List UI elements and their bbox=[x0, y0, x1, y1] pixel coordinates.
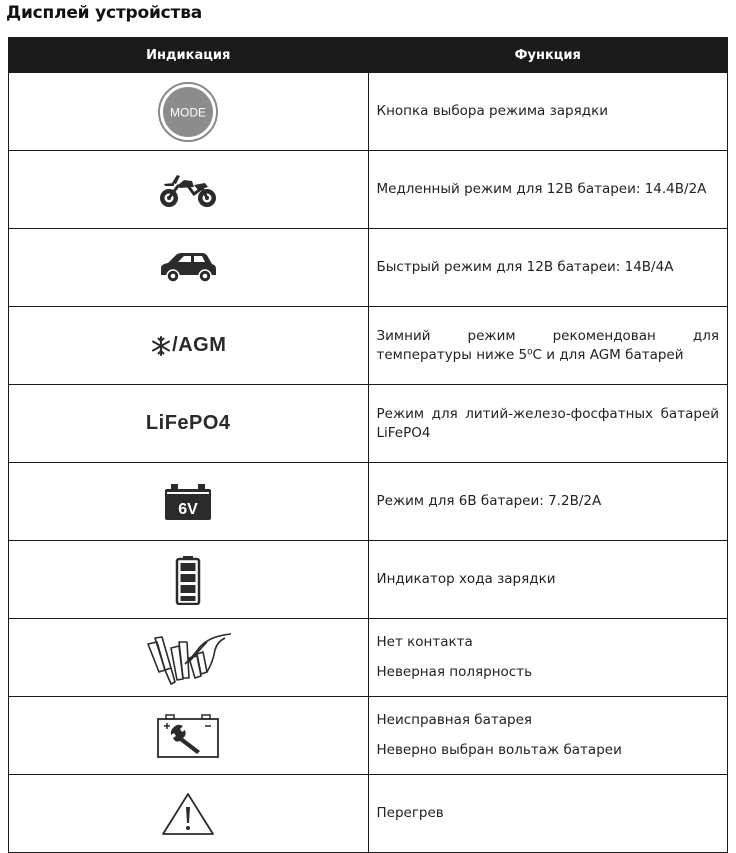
table-row bbox=[9, 307, 728, 385]
indication-cell bbox=[9, 463, 369, 541]
indication-cell bbox=[9, 697, 369, 775]
function-text: Перегрев bbox=[376, 805, 444, 821]
header-function: Функция bbox=[368, 38, 728, 73]
function-cell bbox=[368, 385, 728, 463]
agm-label: /AGM bbox=[172, 333, 227, 356]
charge-progress-icon bbox=[175, 555, 201, 605]
display-table bbox=[8, 37, 728, 853]
header-indication: Индикация bbox=[9, 38, 369, 73]
function-text: Индикатор хода зарядки bbox=[376, 571, 556, 587]
function-text: Неверная полярность bbox=[376, 664, 533, 680]
car-icon bbox=[158, 252, 218, 284]
function-cell bbox=[368, 463, 728, 541]
table-row bbox=[9, 73, 728, 151]
indication-cell bbox=[9, 619, 369, 697]
table-row bbox=[9, 619, 728, 697]
page-title: Дисплей устройства bbox=[6, 3, 203, 23]
function-cell bbox=[368, 775, 728, 853]
battery-voltage-label: 6V bbox=[178, 500, 199, 518]
table-row bbox=[9, 229, 728, 307]
indication-cell bbox=[9, 151, 369, 229]
function-text: Нет контакта bbox=[376, 634, 473, 650]
snowflake-icon bbox=[150, 335, 172, 357]
function-text: Режим для 6В батареи: 7.2В/2А bbox=[376, 493, 602, 509]
table-row bbox=[9, 541, 728, 619]
clamps-icon bbox=[145, 628, 231, 688]
function-cell bbox=[368, 151, 728, 229]
function-text: Зимний режим рекомендован для температуры ниже 5⁰С и для AGM батарей bbox=[376, 327, 719, 363]
warning-triangle-icon bbox=[160, 791, 216, 837]
lifepo4-label-icon: LiFePO4 bbox=[145, 412, 231, 434]
table-row bbox=[9, 697, 728, 775]
function-cell bbox=[368, 697, 728, 775]
function-text: Быстрый режим для 12В батареи: 14В/4А bbox=[376, 259, 674, 275]
indication-cell bbox=[9, 307, 369, 385]
battery-6v-icon bbox=[163, 483, 213, 521]
function-text: Неисправная батарея bbox=[376, 712, 533, 728]
table-header-row bbox=[9, 38, 728, 73]
function-cell bbox=[368, 541, 728, 619]
function-cell bbox=[368, 307, 728, 385]
indication-cell bbox=[9, 775, 369, 853]
table-row bbox=[9, 385, 728, 463]
motorcycle-icon bbox=[158, 171, 218, 209]
function-text: Кнопка выбора режима зарядки bbox=[376, 103, 609, 119]
function-text: Медленный режим для 12В батареи: 14.4В/2А bbox=[376, 181, 707, 197]
function-text: Режим для литий-железо-фосфатных батарей LiFePO4 bbox=[376, 405, 719, 441]
indication-cell bbox=[9, 73, 369, 151]
function-cell bbox=[368, 229, 728, 307]
table-row bbox=[9, 151, 728, 229]
function-cell bbox=[368, 619, 728, 697]
indication-cell bbox=[9, 229, 369, 307]
mode-button-icon bbox=[157, 81, 219, 143]
function-cell bbox=[368, 73, 728, 151]
battery-wrench-icon bbox=[156, 713, 220, 759]
indication-cell bbox=[9, 385, 369, 463]
function-text: Неверно выбран вольтаж батареи bbox=[376, 742, 622, 758]
indication-cell bbox=[9, 541, 369, 619]
table-row bbox=[9, 775, 728, 853]
mode-label: MODE bbox=[170, 105, 207, 119]
table-row bbox=[9, 463, 728, 541]
